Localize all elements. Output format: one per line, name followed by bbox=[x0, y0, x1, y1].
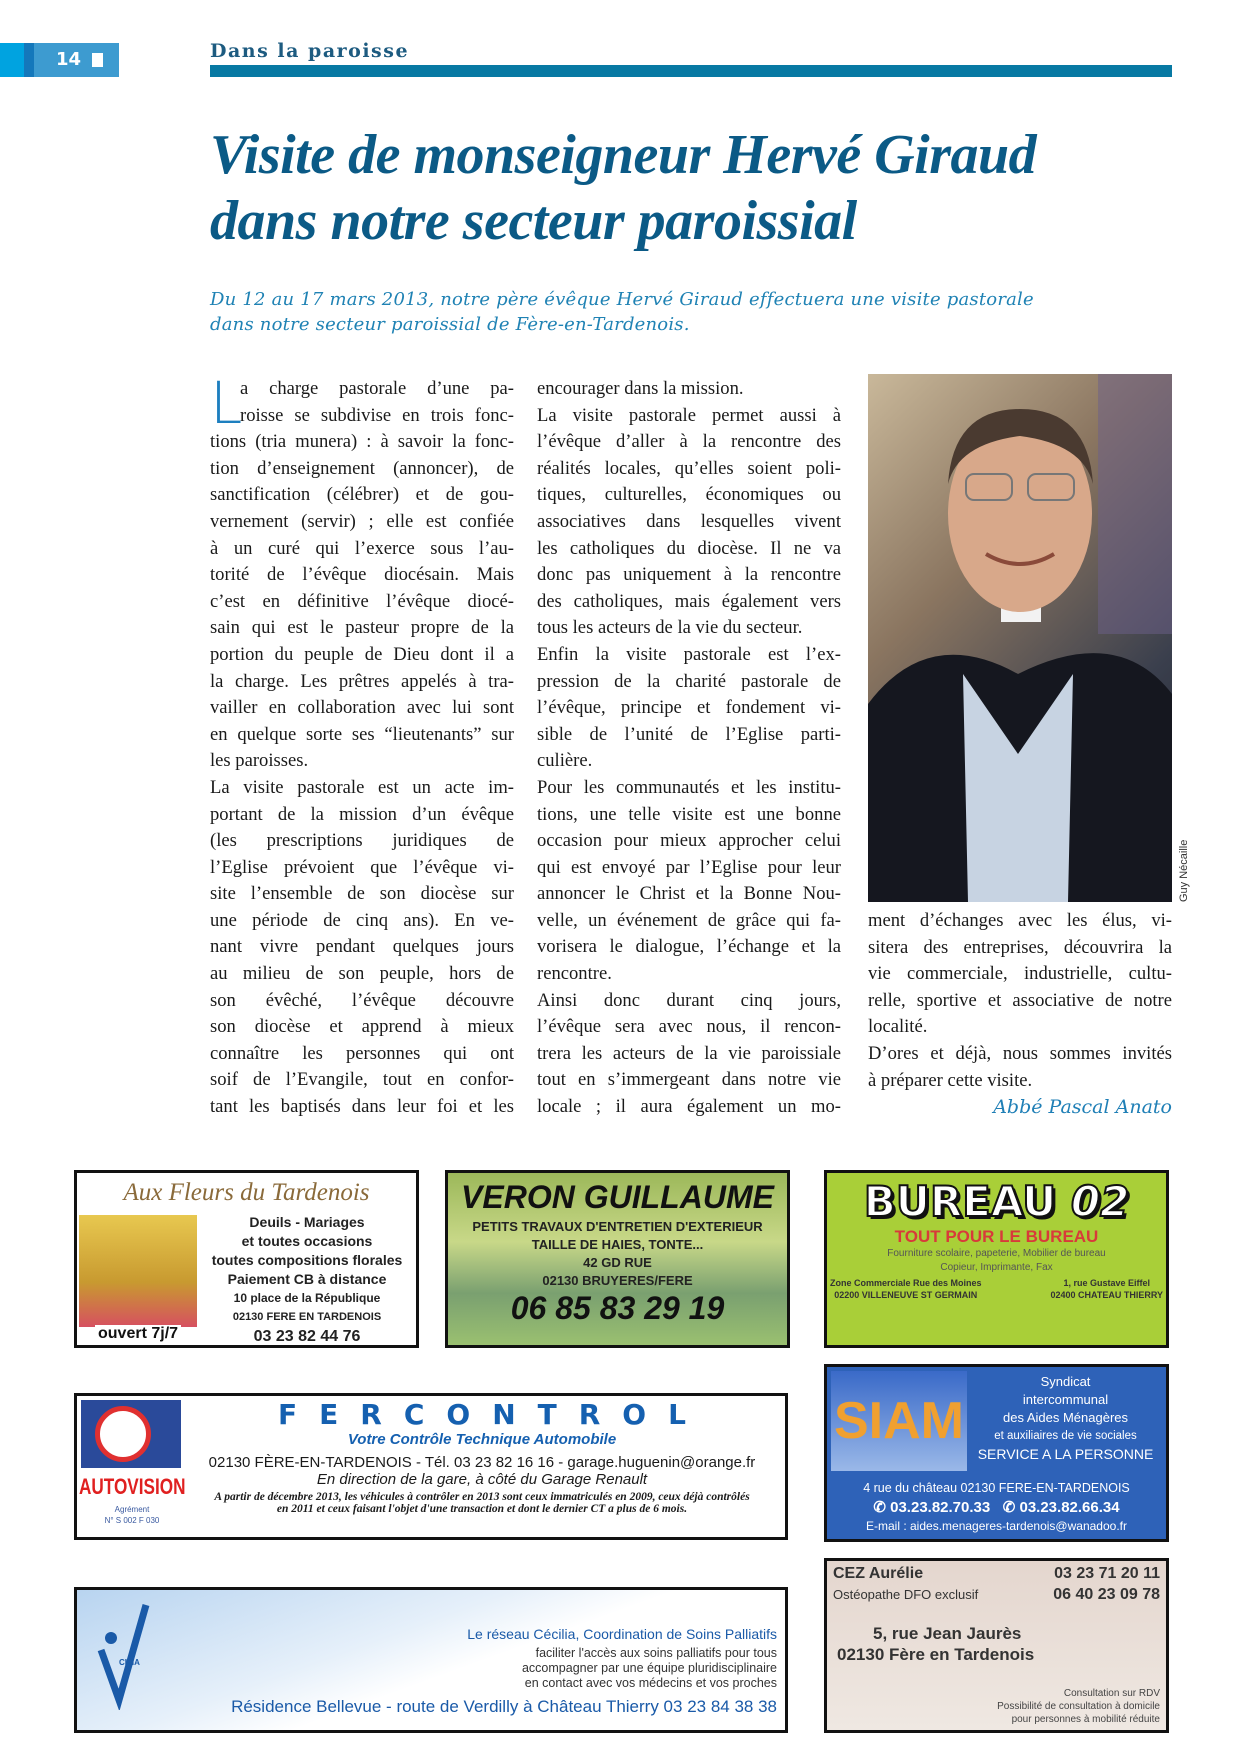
text-line: occasion pour mieux approcher celui bbox=[537, 830, 841, 852]
text-line: rencontre. bbox=[537, 963, 612, 985]
page-number-badge bbox=[0, 43, 119, 77]
ad-line: 02130 FERE EN TARDENOIS bbox=[232, 1311, 382, 1323]
text-line: les catholiques du diocèse. Il ne va bbox=[537, 537, 841, 559]
text-line: les paroisses. bbox=[210, 750, 309, 772]
text-line: culière. bbox=[537, 750, 593, 772]
text-line: vernement (servir) ; elle est confiée bbox=[210, 510, 514, 532]
ad-phone: 06 85 83 29 19 bbox=[510, 1290, 725, 1326]
ad-line: Ostéopathe DFO exclusif bbox=[833, 1587, 979, 1602]
ad-siam[interactable] bbox=[824, 1364, 1169, 1542]
ad-phone: 03 23 71 20 11 bbox=[1054, 1565, 1160, 1582]
ad-line: des Aides Ménagères bbox=[1002, 1410, 1129, 1425]
text-line: a charge pastorale d’une pa- bbox=[240, 378, 514, 399]
ad-line: Zone Commerciale Rue des Moines bbox=[830, 1278, 982, 1288]
text-line: son diocèse et apprend à mieux bbox=[210, 1016, 514, 1038]
text-line: sible de l’unité de l’Eglise parti- bbox=[537, 723, 841, 745]
text-line: son évêché, l’évêque découvre bbox=[210, 989, 514, 1011]
ad-reseau-cecilia[interactable] bbox=[74, 1587, 788, 1733]
ad-line: 02400 CHATEAU THIERRY bbox=[1050, 1290, 1163, 1300]
ad-line: Copieur, Imprimante, Fax bbox=[940, 1262, 1053, 1273]
article-title bbox=[210, 122, 1220, 254]
text-line: velle, un événement de grâce qui fa- bbox=[537, 909, 841, 931]
ad-line: en contact avec vos médecins et vos proches bbox=[524, 1676, 777, 1690]
ad-line: toutes compositions florales bbox=[211, 1252, 403, 1268]
ad-name-suffix: 02 bbox=[1070, 1177, 1130, 1226]
text-line: roisse se subdivise en trois fonc- bbox=[240, 404, 514, 426]
ad-address: Résidence Bellevue - route de Verdilly à Château Thierry 03 23 84 38 38 bbox=[231, 1697, 777, 1716]
text-line: tions, une telle visite est une bonne bbox=[537, 803, 841, 825]
ad-address: 5, rue Jean Jaurès bbox=[873, 1624, 1022, 1643]
ad-line: Paiement CB à distance bbox=[227, 1271, 387, 1287]
text-line: tion d’enseignement (annoncer), de bbox=[210, 457, 514, 479]
ad-hours: ouvert 7j/7 bbox=[95, 1325, 181, 1343]
text-line: tant les baptisés dans leur foi et les bbox=[210, 1096, 514, 1118]
ad-logo: SIAM bbox=[831, 1371, 967, 1471]
ad-phone: 03 23 82 44 76 bbox=[253, 1328, 361, 1345]
ad-line: Consultation sur RDV bbox=[1063, 1688, 1160, 1699]
text-line: qui est envoyé par l’Eglise pour leur bbox=[537, 856, 841, 878]
text-line: portant de la mission d’un évêque bbox=[210, 803, 514, 825]
ad-name: Aux Fleurs du Tardenois bbox=[123, 1179, 370, 1206]
ad-bureau-02[interactable] bbox=[824, 1170, 1169, 1348]
text-line: site l’ensemble de son diocèse sur bbox=[210, 883, 514, 905]
text-line: encourager dans la mission. bbox=[537, 378, 744, 399]
ad-line: pour personnes à mobilité réduite bbox=[1011, 1714, 1160, 1725]
lead-line: Du 12 au 17 mars 2013, notre père évêque Hervé Giraud effectuera une visite pastorale bbox=[210, 289, 1034, 310]
text-line: en quelque sorte ses “lieutenants” sur bbox=[210, 723, 514, 745]
text-line: La visite pastorale est un acte im- bbox=[210, 776, 514, 798]
text-line: au milieu de son peuple, hors de bbox=[210, 963, 514, 985]
ad-name: FERCONTROL bbox=[278, 1398, 708, 1431]
ad-line: N° S 002 F 030 bbox=[104, 1516, 160, 1525]
text-line: La visite pastorale permet aussi à bbox=[537, 404, 841, 426]
ad-line: A partir de décembre 2013, les véhicules à contrôler en 2013 sont ceux immatriculés en 2009, ceux déjà contrôlés bbox=[214, 1491, 750, 1503]
text-line: l’évêque sera avec nous, il rencon- bbox=[537, 1016, 841, 1038]
text-line: trera les acteurs de la vie paroissiale bbox=[537, 1042, 841, 1064]
text-line: relle, sportive et associative de notre bbox=[868, 989, 1172, 1011]
text-line: annoncer le Christ et la Bonne Nou- bbox=[537, 883, 841, 905]
ad-veron-guillaume[interactable] bbox=[445, 1170, 790, 1348]
ad-line: accompagner par une équipe pluridisciplinaire bbox=[521, 1661, 777, 1675]
ad-fercontrol[interactable] bbox=[74, 1393, 788, 1540]
ad-line: En direction de la gare, à côté du Garage Renault bbox=[316, 1471, 648, 1488]
ad-line: intercommunal bbox=[1022, 1392, 1109, 1407]
article-column-1 bbox=[210, 369, 514, 1121]
ad-name: CEZ Aurélie bbox=[833, 1565, 924, 1582]
text-line: (les prescriptions juridiques de bbox=[210, 830, 514, 852]
text-line: c’est en définitive l’évêque diocé- bbox=[210, 590, 514, 612]
ad-line: 42 GD RUE bbox=[583, 1255, 652, 1270]
ad-line: PETITS TRAVAUX D'ENTRETIEN D'EXTERIEUR bbox=[472, 1219, 763, 1234]
ad-brand: AUTOVISION bbox=[79, 1474, 186, 1499]
text-line: Pour les communautés et les institu- bbox=[537, 776, 841, 798]
ad-line: et auxiliaires de vie sociales bbox=[994, 1430, 1137, 1442]
text-line: l’évêque d’aller à la rencontre des bbox=[537, 431, 841, 453]
ad-line: Deuils - Mariages bbox=[249, 1214, 365, 1230]
text-line: portion du peuple de Dieu dont il a bbox=[210, 643, 514, 665]
flower-shop-photo bbox=[79, 1215, 197, 1327]
header-rule bbox=[210, 65, 1172, 77]
text-line: connaître les personnes qui ont bbox=[210, 1042, 514, 1064]
title-line: dans notre secteur paroissial bbox=[210, 190, 857, 252]
text-line: donc pas uniquement à la rencontre bbox=[537, 564, 841, 586]
drop-cap: L bbox=[210, 369, 243, 437]
photo-credit: Guy Nécaille bbox=[1178, 839, 1190, 902]
text-line: tous les acteurs de la vie du secteur. bbox=[537, 617, 803, 639]
ad-line: Fourniture scolaire, papeterie, Mobilier de bureau bbox=[887, 1248, 1106, 1259]
text-line: l’Eglise prévoient que l’évêque vi- bbox=[210, 856, 514, 878]
lead-line: dans notre secteur paroissial de Fère-en-Tardenois. bbox=[210, 314, 690, 335]
text-line: D’ores et déjà, nous sommes invités bbox=[868, 1042, 1172, 1064]
article-column-2 bbox=[537, 376, 841, 1121]
text-line: à préparer cette visite. bbox=[868, 1069, 1033, 1091]
text-line: sanctification (célébrer) et de gou- bbox=[210, 484, 514, 506]
ad-phone: 06 40 23 09 78 bbox=[1053, 1586, 1160, 1603]
text-line: sain qui est le pasteur propre de la bbox=[210, 617, 514, 639]
text-line: des catholiques, mais également vers bbox=[537, 590, 841, 612]
bishop-portrait-photo bbox=[868, 374, 1172, 902]
text-line: vie commerciale, industrielle, cultu- bbox=[868, 963, 1172, 985]
article-column-3 bbox=[868, 908, 1172, 1094]
text-line: sitera des entreprises, découvrira la bbox=[868, 936, 1172, 958]
text-line: tout en s’immergeant dans notre vie bbox=[537, 1069, 841, 1091]
ad-line: Syndicat bbox=[1040, 1374, 1091, 1389]
ad-logo-text: CILIA bbox=[119, 1658, 140, 1667]
ad-line: 02200 VILLENEUVE ST GERMAIN bbox=[834, 1290, 978, 1300]
ad-line: Possibilité de consultation à domicile bbox=[997, 1701, 1160, 1712]
text-line: pression de la charité pastorale de bbox=[537, 670, 841, 692]
text-line: vorisera le dialogue, l’échange et la bbox=[537, 936, 841, 958]
ad-line: 02130 BRUYERES/FERE bbox=[542, 1273, 693, 1288]
ad-aux-fleurs-du-tardenois[interactable] bbox=[74, 1170, 419, 1348]
ad-line: faciliter l'accès aux soins palliatifs pour tous bbox=[535, 1646, 777, 1660]
ad-tagline: TOUT POUR LE BUREAU bbox=[894, 1227, 1099, 1246]
ad-line: et toutes occasions bbox=[241, 1233, 373, 1249]
ad-name: VERON GUILLAUME bbox=[461, 1179, 774, 1215]
ad-phone: ✆ 03.23.82.66.34 bbox=[1002, 1499, 1120, 1516]
ad-cez-aurelie[interactable] bbox=[824, 1558, 1169, 1733]
ad-line: 02130 FÈRE-EN-TARDENOIS - Tél. 03 23 82 16 16 - garage.huguenin@orange.fr bbox=[208, 1454, 756, 1471]
page-number: 14 bbox=[56, 49, 82, 70]
ad-line: en 2011 et ceux faisant l'objet d'une transaction et dont le dernier CT a plus de 6 mois. bbox=[276, 1503, 688, 1515]
ad-email: E-mail : aides.menageres-tardenois@wanadoo.fr bbox=[866, 1519, 1127, 1533]
ad-tagline: Votre Contrôle Technique Automobile bbox=[347, 1431, 617, 1448]
text-line: Ainsi donc durant cinq jours, bbox=[537, 989, 841, 1011]
text-line: réalités locales, qu’elles soient poli- bbox=[537, 457, 841, 479]
text-line: tiques, culturelles, économiques ou bbox=[537, 484, 841, 506]
article-lead bbox=[210, 287, 1220, 337]
author-signature: Abbé Pascal Anato bbox=[993, 1096, 1172, 1118]
text-line: soif de l’Evangile, tout en confor- bbox=[210, 1069, 514, 1091]
ad-tagline: Le réseau Cécilia, Coordination de Soins Palliatifs bbox=[467, 1626, 777, 1642]
ad-line: TAILLE DE HAIES, TONTE... bbox=[531, 1237, 704, 1252]
text-line: localité. bbox=[868, 1016, 928, 1038]
text-line: Enfin la visite pastorale est l’ex- bbox=[537, 643, 841, 665]
ad-line: 10 place de la République bbox=[233, 1291, 381, 1305]
text-line: locale ; il aura également un mo- bbox=[537, 1096, 841, 1118]
ad-name: BUREAU bbox=[863, 1177, 1057, 1226]
section-heading: Dans la paroisse bbox=[210, 40, 410, 62]
text-line: la charge. Les prêtres appelés à tra- bbox=[210, 670, 514, 692]
text-line: l’évêque, principe et fondement vi- bbox=[537, 697, 841, 719]
text-line: associatives dans lesquelles vivent bbox=[537, 510, 841, 532]
text-line: torité de l’évêque diocésain. Mais bbox=[210, 564, 514, 586]
ad-phone: ✆ 03.23.82.70.33 bbox=[873, 1499, 991, 1516]
ad-line: SERVICE A LA PERSONNE bbox=[977, 1446, 1154, 1462]
text-line: tions (tria munera) : à savoir la fonc- bbox=[210, 431, 514, 453]
text-line: une période de cinq ans). En ve- bbox=[210, 909, 514, 931]
ad-address: 4 rue du château 02130 FERE-EN-TARDENOIS bbox=[863, 1481, 1130, 1495]
autovision-logo bbox=[81, 1400, 181, 1468]
ad-line: 1, rue Gustave Eiffel bbox=[1063, 1278, 1150, 1288]
ad-line: Agrément bbox=[114, 1505, 150, 1514]
title-line: Visite de monseigneur Hervé Giraud bbox=[210, 124, 1037, 186]
ad-address: 02130 Fère en Tardenois bbox=[837, 1645, 1035, 1664]
text-line: nant vivre pendant quelques jours bbox=[210, 936, 514, 958]
cecilia-logo bbox=[91, 1600, 151, 1710]
text-line: à un curé qui l’exerce sous l’au- bbox=[210, 537, 514, 559]
text-line: ment d’échanges avec les élus, vi- bbox=[868, 910, 1172, 931]
text-line: vailler en collaboration avec lui sont bbox=[210, 697, 514, 719]
